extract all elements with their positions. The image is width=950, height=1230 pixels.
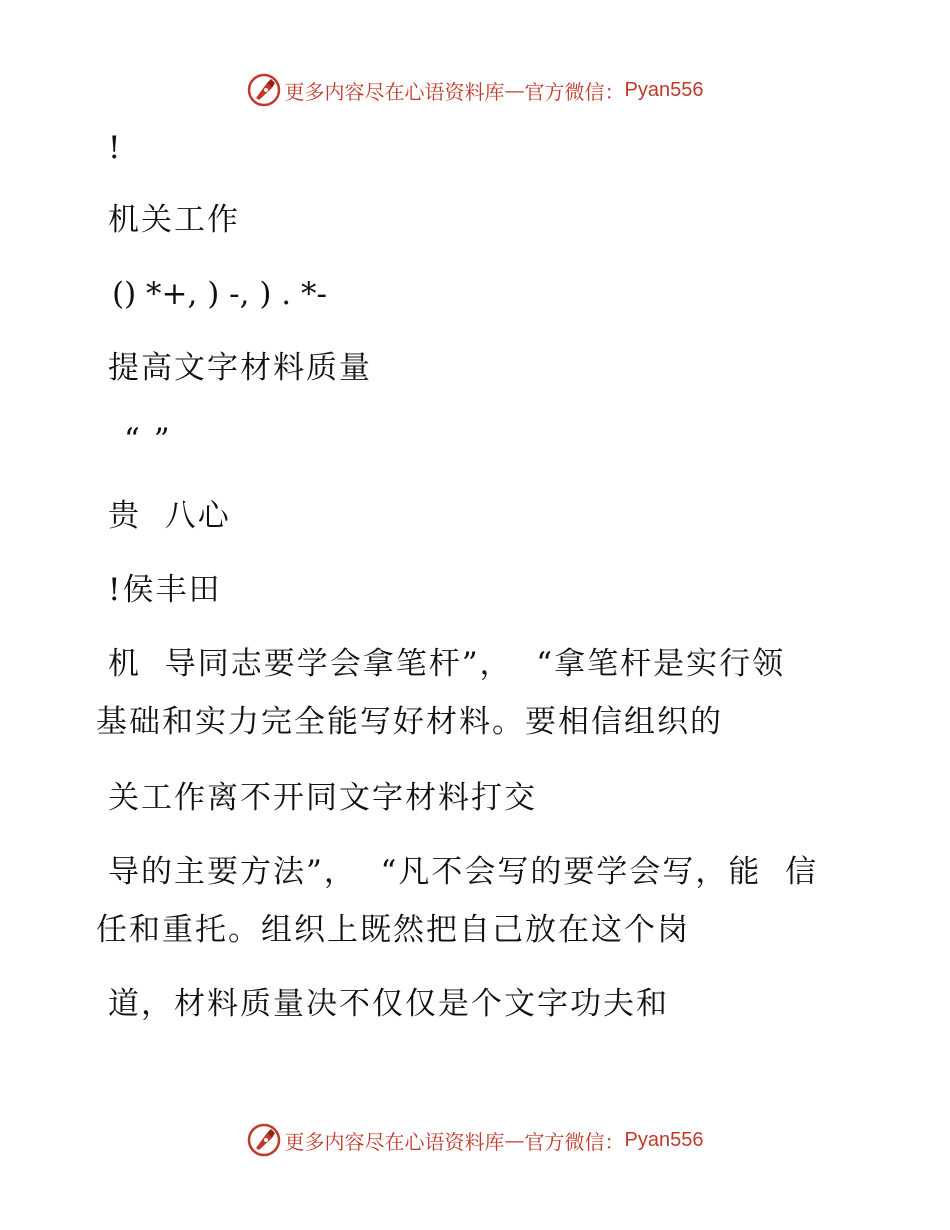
header-banner bbox=[0, 72, 950, 108]
text-line-7: !侯丰田 bbox=[108, 572, 222, 608]
wechat-label: 官方微信： bbox=[524, 1129, 625, 1154]
wechat-id: Pyan556 bbox=[624, 78, 704, 101]
banner-dash: — bbox=[504, 1128, 525, 1152]
footer-banner bbox=[0, 1122, 950, 1158]
wechat-id: Pyan556 bbox=[624, 1128, 704, 1151]
text-line-3: () *+, ) -, ) . *- bbox=[112, 276, 327, 312]
text-line-2: 机关工作 bbox=[108, 202, 240, 238]
banner-dash: — bbox=[504, 78, 525, 102]
text-line-1: ! bbox=[108, 130, 123, 166]
text-line-10: 关工作离不开同文字材料打交 bbox=[108, 780, 537, 816]
text-line-4: 提高文字材料质量 bbox=[108, 350, 372, 386]
text-line-13: 道，材料质量决不仅仅是个文字功夫和 bbox=[108, 986, 669, 1022]
fountain-pen-logo-icon bbox=[247, 73, 281, 107]
text-line-8: 机 导同志要学会拿笔杆”， “拿笔杆是实行领 bbox=[108, 646, 786, 682]
text-line-5: “ ” bbox=[124, 422, 172, 458]
text-line-9: 基础和实力完全能写好材料。要相信组织的 bbox=[96, 704, 723, 740]
fountain-pen-logo-icon bbox=[247, 1123, 281, 1157]
banner-text: 更多内容尽在心语资料库 bbox=[284, 79, 505, 104]
text-line-11: 导的主要方法”， “凡不会写的要学会写，能 信 bbox=[108, 854, 819, 890]
banner-text: 更多内容尽在心语资料库 bbox=[284, 1129, 505, 1154]
wechat-label: 官方微信： bbox=[524, 79, 625, 104]
text-line-12: 任和重托。组织上既然把自己放在这个岗 bbox=[96, 912, 690, 948]
text-line-6: 贵 八心 bbox=[108, 498, 231, 534]
